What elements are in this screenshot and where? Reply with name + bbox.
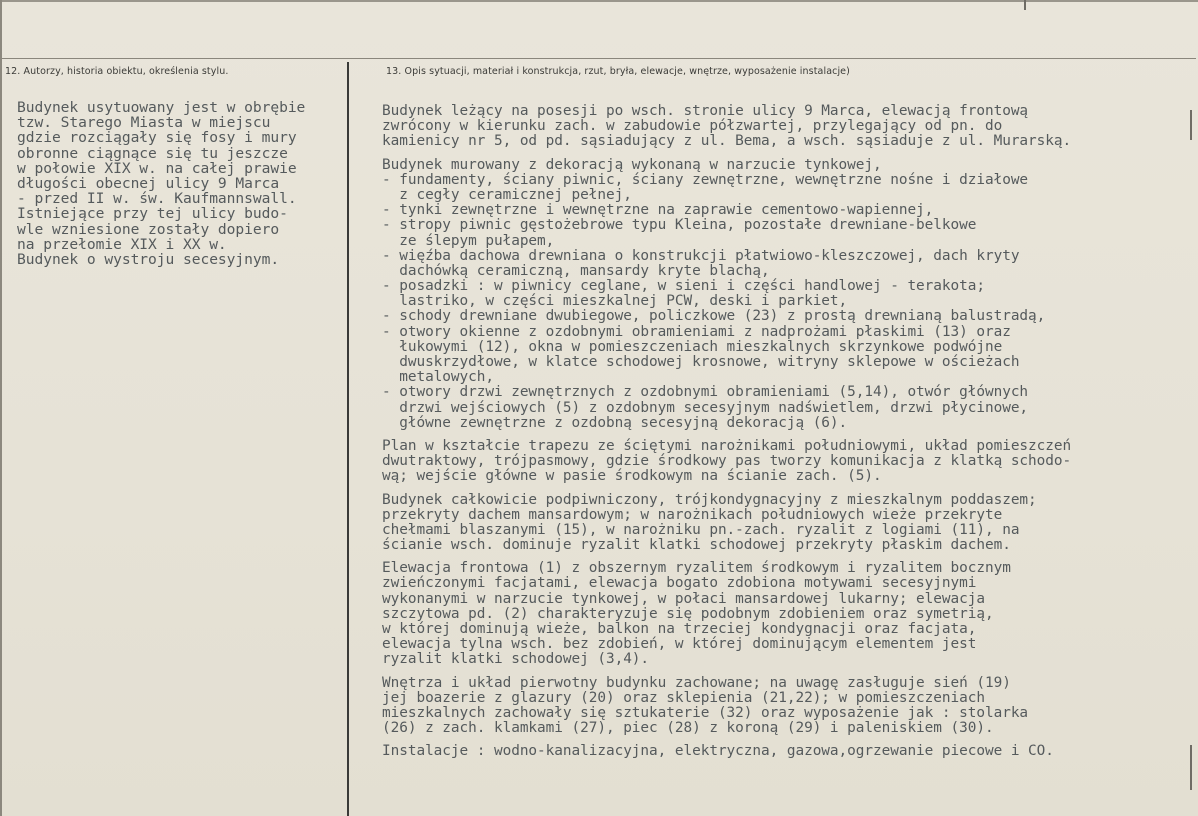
- text-line: elewacja tylna wsch. bez zdobień, w której dominującym elementem jest: [382, 636, 977, 653]
- text-line: z cegły ceramicznej pełnej,: [382, 186, 632, 203]
- text-line: wle wzniesione zostały dopiero: [17, 220, 280, 238]
- text-line: ryzalit klatki schodowej (3,4).: [382, 651, 650, 668]
- text-line: ze ślepym pułapem,: [382, 232, 555, 249]
- paper-left-edge: [0, 0, 2, 816]
- text-line: - więźba dachowa drewniana o konstrukcji płatwiowo-kleszczowej, dach kryty: [382, 247, 1020, 264]
- paper-top-edge: [0, 0, 1198, 2]
- header-rule: [2, 58, 1196, 59]
- text-line: drzwi wejściowych (5) z ozdobnym secesyjnym nadświetlem, drzwi płycinowe,: [382, 399, 1029, 416]
- text-line: - stropy piwnic gęstożebrowe typu Kleina, pozostałe drewniane-belkowe: [382, 217, 977, 234]
- right-edge-mark: [1190, 110, 1192, 140]
- text-line: jej boazerie z glazury (20) oraz sklepienia (21,22); w pomieszczeniach: [382, 689, 985, 706]
- text-line: w której dominują wieże, balkon na trzeciej kondygnacji oraz facjata,: [382, 621, 977, 637]
- text-line: kamienicy nr 5, od pd. sąsiadujący z ul. Bema, a wsch. sąsiaduje z ul. Murarską.: [382, 133, 1072, 150]
- text-line: szczytowa pd. (2) charakteryzuje się podobnym zdobieniem oraz symetrią,: [382, 605, 994, 622]
- paragraph: [382, 439, 1071, 485]
- text-line: łukowymi (12), okna w pomieszczeniach mieszkalnych skrzynkowe podwójne: [382, 338, 1003, 355]
- left-column-text: [17, 100, 305, 267]
- text-line: Budynek leżący na posesji po wsch. stronie ulicy 9 Marca, elewacją frontową: [382, 103, 1029, 119]
- text-line: dachówką ceramiczną, mansardy kryte blachą,: [382, 262, 770, 279]
- right-edge-mark-lower: [1190, 745, 1192, 790]
- text-line: - schody drewniane dwubiegowe, policzkowe (23) z prostą drewnianą balustradą,: [382, 308, 1046, 325]
- paragraph: [382, 744, 1071, 759]
- text-line: - fundamenty, ściany piwnic, ściany zewnętrzne, wewnętrzne nośne i działowe: [382, 171, 1029, 188]
- text-line: zwieńczonymi facjatami, elewacja bogato zdobiona motywami secesyjnymi: [382, 575, 977, 592]
- text-line: metalowych,: [382, 369, 494, 386]
- text-line: gdzie rozciągały się fosy i mury: [17, 129, 297, 147]
- text-line: ścianie wsch. dominuje ryzalit klatki schodowej przekryty płaskim dachem.: [382, 537, 1011, 554]
- text-line: chełmami blaszanymi (15), w narożniku pn.-zach. ryzalit z logiami (11), na: [382, 521, 1020, 538]
- text-line: - otwory okienne z ozdobnymi obramieniami z nadprożami płaskimi (13) oraz: [382, 323, 1011, 340]
- text-line: wykonanymi w narzucie tynkowej, w połaci mansardowej lukarny; elewacja: [382, 590, 985, 607]
- text-line: Plan w kształcie trapezu ze ściętymi narożnikami południowymi, układ pomieszczeń: [382, 437, 1072, 454]
- text-line: dwutraktowy, trójpasmowy, gdzie środkowy pas tworzy komunikacja z klatką schodo-: [382, 453, 1072, 470]
- text-line: (26) z zach. klamkami (27), piec (28) z koroną (29) i paleniskiem (30).: [382, 720, 994, 737]
- paragraph: [382, 158, 1071, 431]
- right-column-header: 13. Opis sytuacji, materiał i konstrukcja, rzut, bryła, elewacje, wnętrze, wyposażenie instalacje): [386, 66, 850, 77]
- text-line: mieszkalnych zachowały się sztukaterie (32) oraz wyposażenie jak : stolarka: [382, 704, 1029, 721]
- text-line: Budynek całkowicie podpiwniczony, trójkondygnacyjny z mieszkalnym poddaszem;: [382, 491, 1037, 508]
- paragraph: [382, 676, 1071, 737]
- text-line: Elewacja frontowa (1) z obszernym ryzalitem środkowym i ryzalitem bocznym: [382, 560, 1011, 577]
- text-line: Budynek usytuowany jest w obrębie: [17, 99, 306, 116]
- text-line: dwuskrzydłowe, w klatce schodowej krosnowe, witryny sklepowe w ościeżach: [382, 354, 1020, 370]
- paragraph: [382, 561, 1071, 667]
- text-line: wą; wejście główne w pasie środkowym na ścianie zach. (5).: [382, 468, 882, 485]
- text-line: Budynek murowany z dekoracją wykonaną w narzucie tynkowej,: [382, 156, 882, 173]
- text-line: przekryty dachem mansardowym; w narożnikach południowych wieże przekryte: [382, 506, 1003, 523]
- text-line: - otwory drzwi zewnętrznych z ozdobnymi obramieniami (5,14), otwór głównych: [382, 384, 1029, 401]
- text-line: - przed II w. św. Kaufmannswall.: [17, 190, 297, 208]
- paragraph: [382, 104, 1071, 150]
- paragraph: [382, 493, 1071, 554]
- text-line: tzw. Starego Miasta w miejscu: [17, 114, 271, 132]
- text-line: Wnętrza i układ pierwotny budynku zachowane; na uwagę zasługuje sień (19): [382, 674, 1011, 691]
- text-line: - posadzki : w piwnicy ceglane, w sieni i części handlowej - terakota;: [382, 278, 985, 295]
- text-line: na przełomie XIX i XX w.: [17, 235, 227, 253]
- text-line: długości obecnej ulicy 9 Marca: [17, 174, 280, 192]
- text-line: Instalacje : wodno-kanalizacyjna, elektryczna, gazowa,ogrzewanie piecowe i CO.: [382, 743, 1054, 760]
- text-line: obronne ciągnące się tu jeszcze: [17, 144, 288, 162]
- text-line: w połowie XIX w. na całej prawie: [17, 159, 297, 177]
- left-column-header: 12. Autorzy, historia obiektu, określenia stylu.: [5, 66, 229, 77]
- text-line: Budynek o wystroju secesyjnym.: [17, 250, 280, 268]
- text-line: główne zewnętrzne z ozdobną secesyjną dekoracją (6).: [382, 414, 848, 431]
- right-column-text: [382, 104, 1071, 760]
- text-line: lastriko, w części mieszkalnej PCW, deski i parkiet,: [382, 293, 848, 310]
- text-line: Istniejące przy tej ulicy budo-: [17, 205, 288, 223]
- column-divider: [347, 62, 349, 816]
- top-tick-mark: [1024, 0, 1026, 10]
- text-line: - tynki zewnętrzne i wewnętrzne na zaprawie cementowo-wapiennej,: [382, 202, 934, 219]
- text-line: zwrócony w kierunku zach. w zabudowie półzwartej, przylegający od pn. do: [382, 118, 1003, 135]
